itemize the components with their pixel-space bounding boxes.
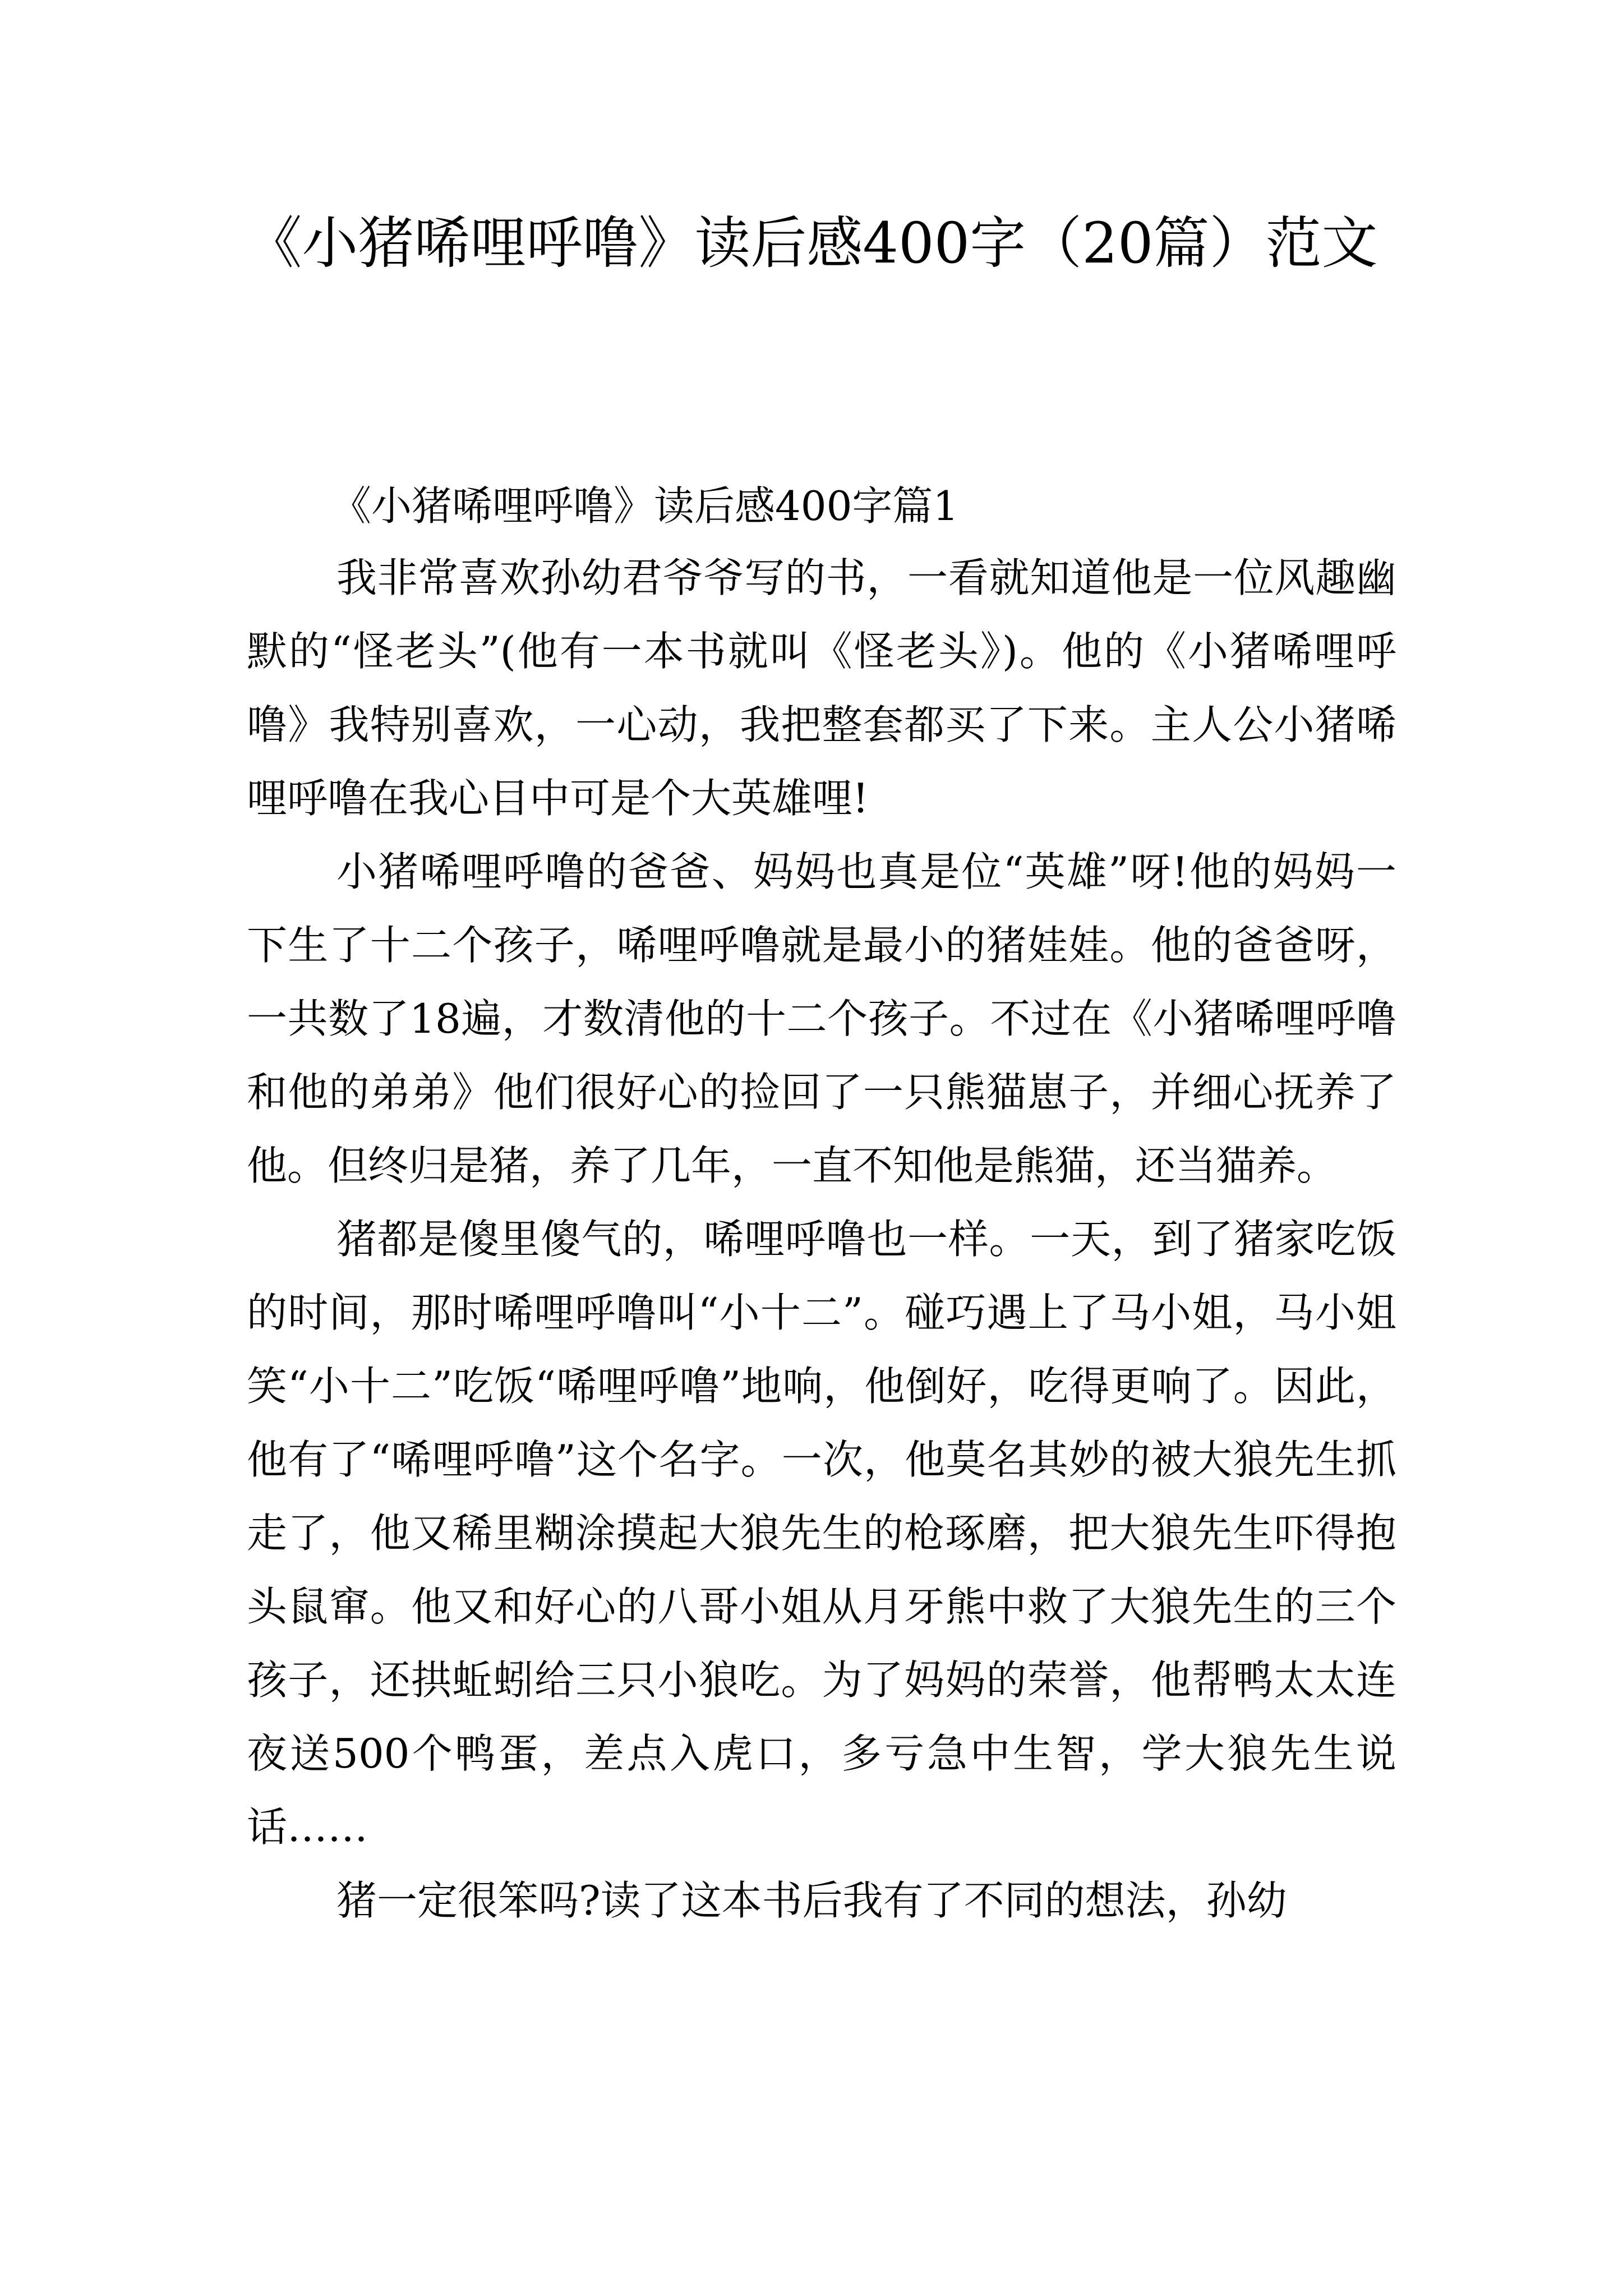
document-body [247, 471, 1396, 1938]
paragraph-1: 我非常喜欢孙幼君爷爷写的书，一看就知道他是一位风趣幽默的“怪老头”(他有一本书就叫《怪老头》)。他的《小猪唏哩呼噜》我特别喜欢，一心动，我把整套都买了下来。主人公小猪唏哩呼噜在我心目中可是个大英雄哩! [247, 554, 1396, 822]
paragraph-4: 猪一定很笨吗?读了这本书后我有了不同的想法，孙幼 [336, 1877, 1287, 1924]
paragraph-3: 猪都是傻里傻气的，唏哩呼噜也一样。一天，到了猪家吃饭的时间，那时唏哩呼噜叫“小十二”。碰巧遇上了马小姐，马小姐笑“小十二”吃饭“唏哩呼噜”地响，他倒好，吃得更响了。因此，他有了“唏哩呼噜”这个名字。一次，他莫名其妙的被大狼先生抓走了，他又稀里糊涂摸起大狼先生的枪琢磨，把大狼先生吓得抱头鼠窜。他又和好心的八哥小姐从月牙熊中救了大狼先生的三个孩子，还拱蚯蚓给三只小狼吃。为了妈妈的荣誉，他帮鸭太太连夜送500个鸭蛋，差点入虎口，多亏急中生智，学大狼先生说话…… [247, 1216, 1396, 1851]
document-title: 《小猪唏哩呼噜》读后感400字（20篇）范文 [246, 210, 1378, 276]
paragraph-2: 小猪唏哩呼噜的爸爸、妈妈也真是位“英雄”呀!他的妈妈一下生了十二个孩子，唏哩呼噜就是最小的猪娃娃。他的爸爸呀，一共数了18遍，才数清他的十二个孩子。不过在《小猪唏哩呼噜和他的弟弟》他们很好心的捡回了一只熊猫崽子，并细心抚养了他。但终归是猪，养了几年，一直不知他是熊猫，还当猫养。 [247, 848, 1396, 1189]
section-heading: 《小猪唏哩呼噜》读后感400字篇1 [331, 482, 959, 530]
